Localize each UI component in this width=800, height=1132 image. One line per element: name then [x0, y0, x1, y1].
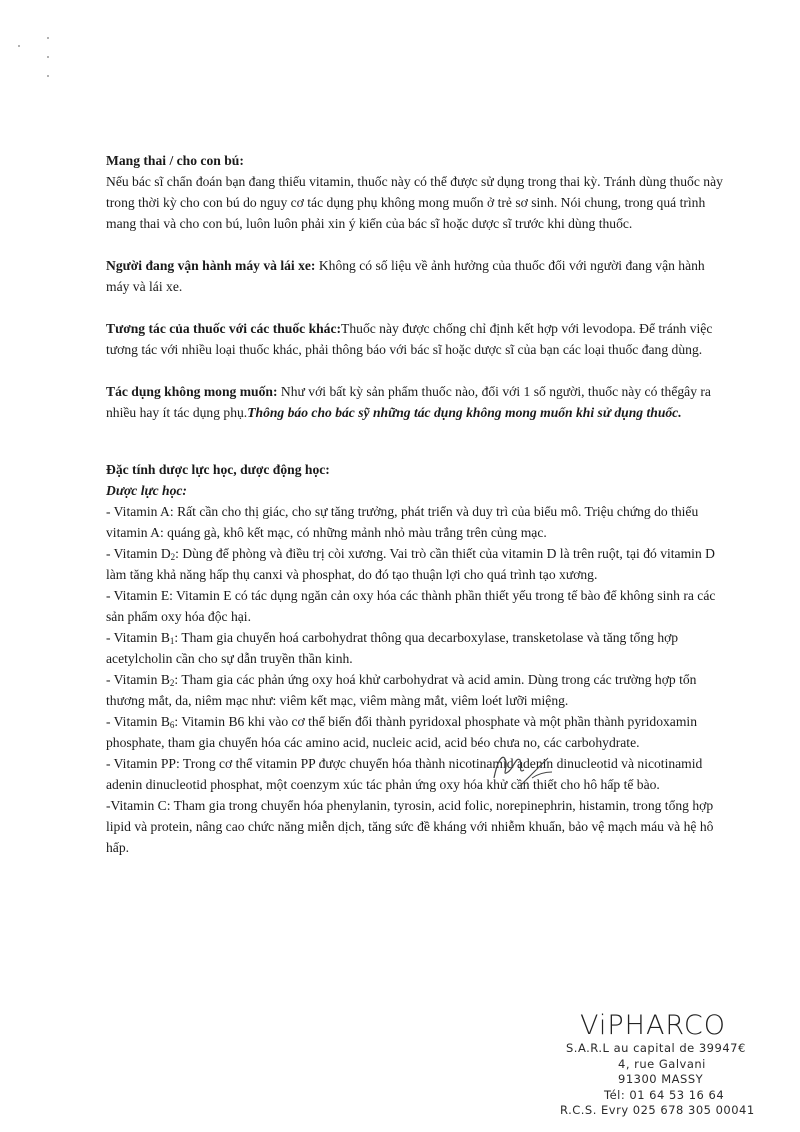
- document-body: [106, 150, 726, 858]
- section-pharmacology: [106, 459, 726, 858]
- side-effects-warning: Thông báo cho bác sỹ những tác dụng không mong muốn khi sử dụng thuốc.: [247, 405, 682, 420]
- vitamin-name: - Vitamin B: [106, 714, 170, 729]
- vitamin-name: - Vitamin A: [106, 504, 170, 519]
- vitamin-description: : Tham gia các phản ứng oxy hoá khử carbohydrat và acid amin. Dùng trong các trường hợp tổn thương mắt, da, niêm mạc như: viêm kết mạc, viêm màng mắt, viêm loét lưỡi miệng.: [106, 672, 697, 708]
- handwritten-initials: [474, 748, 564, 788]
- section-interactions: [106, 318, 726, 360]
- section-heading: Đặc tính dược lực học, dược động học:: [106, 462, 330, 477]
- stamp-capital: S.A.R.L au capital de 39947€: [566, 1041, 746, 1055]
- section-heading: Mang thai / cho con bú:: [106, 153, 244, 168]
- vitamin-subscript: 6: [169, 720, 175, 730]
- stamp-city: 91300 MASSY: [618, 1072, 704, 1086]
- vitamin-d2-entry: [106, 543, 726, 585]
- stamp-phone: Tél: 01 64 53 16 64: [604, 1087, 725, 1102]
- vitamin-description: : Vitamin B6 khi vào cơ thể biến đổi thành pyridoxal phosphate và một phần thành pyridoxamin phosphate, tham gia chuyển hóa các amino acid, nucleic acid, acid béo chưa no, các carbohydrate.: [106, 714, 697, 750]
- vitamin-pp-entry: [106, 753, 726, 795]
- vitamin-description: : Vitamin E có tác dụng ngăn cản oxy hóa các thành phần thiết yếu trong tế bào để không sinh ra các sản phẩm oxy hóa độc hại.: [106, 588, 716, 624]
- vitamin-b1-entry: [106, 627, 726, 669]
- vitamin-description: : Tham gia chuyển hoá carbohydrat thông qua decarboxylase, transketolase và tăng tổng hợp acetylcholin cần cho sự dẫn truyền thần kinh.: [106, 630, 679, 666]
- vitamin-c-entry: [106, 795, 726, 858]
- vitamin-name: - Vitamin B: [106, 630, 170, 645]
- vitamin-description: : Trong cơ thể vitamin PP được chuyển hóa thành nicotinamid adenin dinucleotid và nicotinamid adenin dinucleotid phosphat, một coenzym xúc tác phản ứng oxy hóa khử cần thiết cho hô hấp tế bào.: [106, 756, 703, 792]
- vitamin-a-entry: [106, 501, 726, 543]
- section-text: Nếu bác sĩ chẩn đoán bạn đang thiếu vitamin, thuốc này có thể được sử dụng trong thai kỳ. Tránh dùng thuốc này trong thời kỳ cho con bú do nguy cơ tác dụng phụ không mong muốn ở trẻ sơ sinh. Nói chung, trong quá trình mang thai và cho con bú, luôn luôn phải xin ý kiến của bác sĩ hoặc dược sĩ trước khi dùng thuốc.: [106, 174, 723, 231]
- vitamin-name: -Vitamin C: [106, 798, 167, 813]
- vitamin-name: - Vitamin PP: [106, 756, 176, 771]
- section-heading: Người đang vận hành máy và lái xe:: [106, 258, 316, 273]
- vitamin-name: - Vitamin E: [106, 588, 170, 603]
- vitamin-subscript: 2: [170, 552, 176, 562]
- vitamin-description: : Rất cần cho thị giác, cho sự tăng trưởng, phát triển và duy trì của biểu mô. Triệu chứng do thiếu vitamin A: quáng gà, khô kết mạc, có những mảnh nhỏ màu trắng trên củng mạc.: [106, 504, 699, 540]
- stamp-street: 4, rue Galvani: [618, 1056, 706, 1071]
- section-subheading: Dược lực học:: [106, 483, 187, 498]
- section-driving: [106, 255, 726, 297]
- company-stamp: [560, 1010, 770, 1119]
- vitamin-e-entry: [106, 585, 726, 627]
- section-heading: Tương tác của thuốc với các thuốc khác:: [106, 321, 342, 336]
- vitamin-description: : Tham gia trong chuyển hóa phenylanin, tyrosin, acid folic, norepinephrin, histamin, trong tổng hợp lipid và protein, nâng cao chức năng miễn dịch, tăng sức đề kháng với nhiễm khuẩn, bảo vệ mạch máu và hệ hô hấp.: [106, 798, 714, 855]
- vitamin-b6-entry: [106, 711, 726, 753]
- section-pregnancy: [106, 150, 726, 234]
- vitamin-name: - Vitamin D: [106, 546, 171, 561]
- section-text: Như với bất kỳ sản phẩm thuốc nào, đối với 1 số người, thuốc này có thểgây ra nhiều hay ít tác dụng phụ.: [106, 384, 711, 420]
- section-text: Không có số liệu về ảnh hưởng của thuốc đối với người đang vận hành máy và lái xe.: [106, 258, 705, 294]
- section-text: Thuốc này được chống chỉ định kết hợp với levodopa. Để tránh việc tương tác với nhiều loại thuốc khác, phải thông báo với bác sĩ hoặc dược sĩ của bạn các loại thuốc đang dùng.: [106, 321, 713, 357]
- section-heading: Tác dụng không mong muốn:: [106, 384, 278, 399]
- vitamin-b2-entry: [106, 669, 726, 711]
- vitamin-description: : Dùng để phòng và điều trị còi xương. Vai trò cần thiết của vitamin D là trên ruột, tại đó vitamin D làm tăng khả năng hấp thụ canxi và phosphat, do đó tạo thuận lợi cho quá trình tạo xương.: [106, 546, 715, 582]
- vitamin-name: - Vitamin B: [106, 672, 170, 687]
- vitamin-subscript: 2: [169, 678, 175, 688]
- section-side-effects: [106, 381, 726, 423]
- company-logo: ViPHARCO: [580, 1010, 726, 1041]
- stamp-registration: R.C.S. Evry 025 678 305 00041: [560, 1103, 755, 1117]
- vitamin-subscript: 1: [169, 636, 175, 646]
